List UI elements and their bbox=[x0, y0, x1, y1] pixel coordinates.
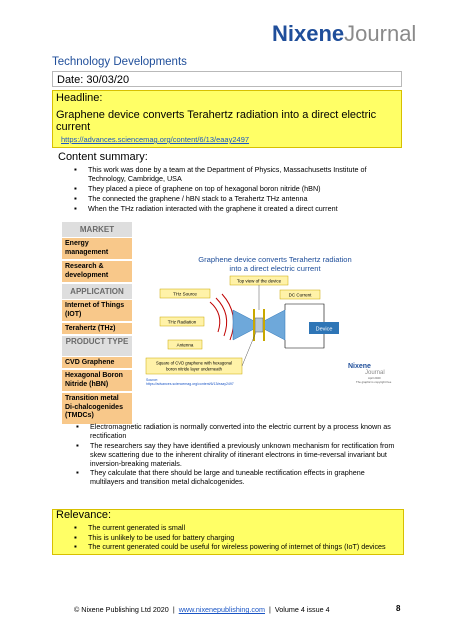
relevance-item: ▪ The current generated could be useful for wireless powering of internet of things (IoT) devices bbox=[74, 542, 394, 551]
diagram-source-label: Source: bbox=[146, 378, 159, 382]
headline-text: Graphene device converts Terahertz radiation into a direct electric current bbox=[56, 109, 377, 133]
market-item: Research & development bbox=[62, 261, 132, 283]
headline-label: Headline: bbox=[56, 92, 103, 104]
application-item: Terahertz (THz) bbox=[62, 323, 132, 335]
diagram-title-line1: Graphene device converts Terahertz radiation bbox=[198, 255, 352, 264]
section-title: Technology Developments bbox=[52, 56, 187, 68]
relevance-list bbox=[74, 523, 394, 552]
square-label-line2: boron nitride layer underneath bbox=[166, 366, 222, 372]
body-list bbox=[76, 422, 396, 487]
headline-link[interactable]: https://advances.sciencemag.org/content/6/13/eaay2497 bbox=[61, 135, 250, 144]
antenna-left-triangle bbox=[233, 310, 256, 340]
diagram-source-url[interactable]: https://advances.sciencemag.org/content/6/13/eaay2497 bbox=[146, 382, 234, 386]
footer-separator: | bbox=[172, 605, 175, 614]
footer-separator: | bbox=[268, 605, 271, 614]
diagram-logo-nixene: Nixene bbox=[348, 363, 371, 370]
summary-item: ▪ This work was done by a team at the Department of Physics, Massachusetts Institute of Technology, Cambridge, USA bbox=[74, 165, 399, 183]
footer-website-link[interactable]: www.nixenepublishing.com bbox=[178, 605, 265, 614]
footer bbox=[74, 605, 330, 614]
product-item: Hexagonal Boron Nitride (hBN) bbox=[62, 370, 132, 392]
market-label: MARKET bbox=[62, 222, 132, 237]
body-item: ▪ They calculate that there should be large and tuneable rectification effects in graphene multilayers and transition metal dichalcogenides. bbox=[76, 468, 396, 486]
thz-radiation-label: THz Radiation bbox=[167, 319, 197, 325]
page-number: 8 bbox=[396, 604, 401, 613]
relevance-item: ▪ The current generated is small bbox=[74, 523, 394, 532]
footer-volume: Volume 4 issue 4 bbox=[274, 605, 330, 614]
device-label: Device bbox=[315, 326, 333, 333]
summary-item: ▪ They placed a piece of graphene on top of hexagonal boron nitride (hBN) bbox=[74, 184, 399, 193]
thz-radiation-waves bbox=[210, 294, 234, 340]
summary-title: Content summary: bbox=[58, 151, 148, 163]
journal-logo bbox=[272, 22, 416, 46]
summary-item: ▪ When the THz radiation interacted with the graphene it created a direct current bbox=[74, 204, 399, 213]
diagram-logo-copyright: The graphic is copyright free bbox=[356, 380, 392, 384]
device-diagram bbox=[140, 252, 440, 412]
relevance-item: ▪ This is unlikely to be used for battery charging bbox=[74, 533, 394, 542]
antenna-label: Antenna bbox=[176, 342, 194, 348]
product-item: CVD Graphene bbox=[62, 357, 132, 369]
footer-copyright: © Nixene Publishing Ltd 2020 bbox=[74, 605, 169, 614]
market-item: Energy management bbox=[62, 238, 132, 260]
dc-current-label: DC Current bbox=[288, 292, 312, 298]
application-item: Internet of Things (IOT) bbox=[62, 300, 132, 322]
graphene-square bbox=[255, 318, 263, 332]
product-item: Transition metal Di-chalcogenides (TMDCs) bbox=[62, 393, 132, 425]
body-item: ▪ Electromagnetic radiation is normally converted into the electric current by a process known as rectification bbox=[76, 422, 396, 440]
summary-item: ▪ The connected the graphene / hBN stack to a Terahertz THz antenna bbox=[74, 194, 399, 203]
top-view-label: Top view of the device bbox=[236, 278, 282, 284]
diagram-title-line2: into a direct electric current bbox=[229, 264, 321, 273]
square-pointer bbox=[242, 332, 256, 366]
body-item: ▪ The researchers say they have identified a previously unknown mechanism for rectification from skew scattering due to the inherent chirality of itinerant electrons in time-reversal invariant but inversion-breaking materials. bbox=[76, 441, 396, 468]
logo-nixene: Nixene bbox=[272, 21, 345, 46]
logo-journal: Journal bbox=[344, 21, 417, 46]
product-type-label: PRODUCT TYPE bbox=[62, 336, 132, 356]
diagram-logo-journal: Journal bbox=[365, 370, 385, 376]
relevance-title: Relevance: bbox=[56, 509, 112, 521]
thz-source-label: THz Source bbox=[173, 291, 197, 297]
date-field: Date: 30/03/20 bbox=[52, 71, 402, 87]
summary-list bbox=[74, 165, 399, 214]
square-label-line1: Square of CVD graphene with hexagonal bbox=[155, 360, 233, 366]
antenna-right-triangle bbox=[262, 310, 285, 340]
application-label: APPLICATION bbox=[62, 284, 132, 299]
diagram-logo-date: April 2020 bbox=[368, 376, 381, 380]
